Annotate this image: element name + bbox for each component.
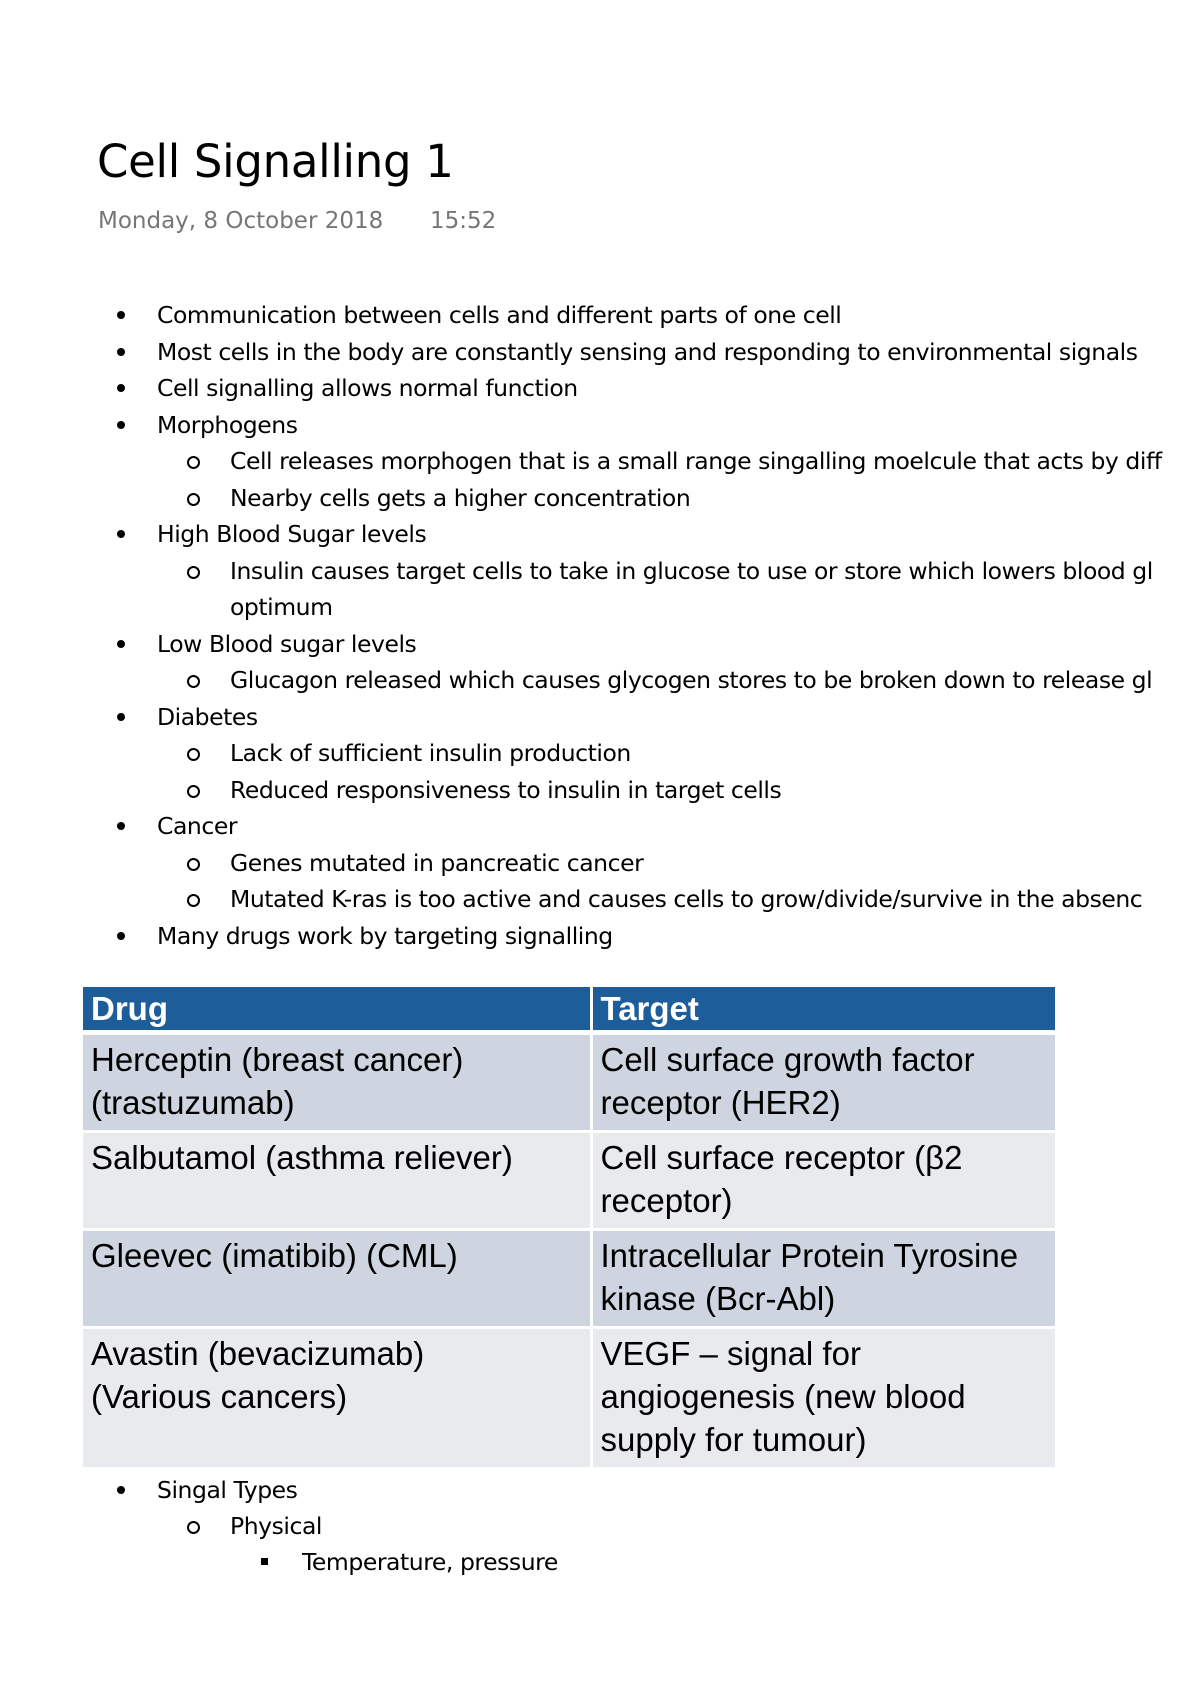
list-item-text: Low Blood sugar levels (157, 629, 417, 658)
table-row (83, 1328, 1055, 1469)
column-header-target: Target (591, 987, 1055, 1033)
bullet-circle-icon (187, 480, 201, 516)
table-row (83, 1033, 1055, 1132)
list-item (230, 735, 631, 771)
list-item (157, 808, 237, 844)
list-item-text: Morphogens (157, 410, 298, 439)
bullet-dot-icon (115, 699, 129, 735)
page-timestamp (98, 205, 497, 237)
cell-line: supply for tumour) (600, 1421, 867, 1458)
list-item (230, 1508, 322, 1544)
list-item (157, 1472, 297, 1508)
list-item (157, 297, 841, 333)
cell-line: receptor (HER2) (600, 1084, 841, 1121)
list-item-text: Genes mutated in pancreatic cancer (230, 848, 644, 877)
cell-line: kinase (Bcr-Abl) (600, 1280, 836, 1317)
page-date: Monday, 8 October 2018 (98, 208, 384, 234)
column-header-drug: Drug (83, 987, 591, 1033)
cell-drug (83, 1033, 591, 1132)
bullet-circle-icon (187, 735, 201, 771)
bullet-circle-icon (187, 662, 201, 698)
list-item (230, 845, 643, 881)
list-item (157, 699, 258, 735)
list-item (157, 370, 578, 406)
cell-target (591, 1033, 1055, 1132)
list-item (302, 1544, 558, 1580)
list-item-text: Physical (230, 1512, 322, 1540)
list-item-text: Nearby cells gets a higher concentration (230, 483, 691, 512)
cell-drug (83, 1132, 591, 1230)
list-item-text: Mutated K-ras is too active and causes cells to grow/divide/survive in the absenc (230, 885, 1143, 913)
bullet-circle-icon (187, 881, 201, 917)
cell-target (591, 1230, 1055, 1328)
list-item (230, 443, 1162, 479)
bullet-circle-icon (187, 772, 201, 808)
bullet-circle-icon (187, 845, 201, 881)
table-row (83, 1132, 1055, 1230)
list-item-text: Many drugs work by targeting signalling (157, 921, 613, 950)
list-item (157, 407, 298, 443)
list-item (230, 589, 333, 625)
cell-line: Cell surface growth factor (600, 1041, 975, 1078)
bullet-dot-icon (115, 334, 129, 370)
table-row (83, 1230, 1055, 1328)
list-item-text: optimum (230, 593, 333, 621)
list-item (230, 480, 690, 516)
list-item-text: Singal Types (157, 1476, 298, 1504)
cell-line: (trastuzumab) (91, 1084, 295, 1121)
list-item (230, 772, 781, 808)
cell-drug (83, 1230, 591, 1328)
bullet-dot-icon (115, 297, 129, 333)
page-time: 15:52 (430, 208, 497, 234)
cell-target (591, 1328, 1055, 1469)
list-item-text: Glucagon released which causes glycogen stores to be broken down to release gl (230, 666, 1153, 694)
list-item (230, 881, 1142, 917)
cell-line: angiogenesis (new blood (600, 1378, 966, 1415)
cell-line: (Various cancers) (91, 1378, 348, 1415)
cell-line: Gleevec (imatibib) (CML) (91, 1237, 458, 1274)
bullet-dot-icon (115, 516, 129, 552)
list-item (157, 516, 426, 552)
cell-drug (83, 1328, 591, 1469)
list-item-text: Cell releases morphogen that is a small range singalling moelcule that acts by diff (230, 447, 1162, 475)
bullet-dot-icon (115, 1472, 129, 1508)
cell-line: Intracellular Protein Tyrosine (600, 1237, 1019, 1274)
cell-line: Herceptin (breast cancer) (91, 1041, 464, 1078)
list-item-text: Reduced responsiveness to insulin in target cells (230, 775, 782, 804)
cell-line: Salbutamol (asthma reliever) (91, 1139, 513, 1176)
list-item-text: Insulin causes target cells to take in glucose to use or store which lowers blood gl (230, 556, 1153, 585)
cell-line: Avastin (bevacizumab) (91, 1335, 425, 1372)
bullet-dot-icon (115, 407, 129, 443)
cell-line: Cell surface receptor (β2 (600, 1139, 963, 1176)
bullet-dot-icon (115, 918, 129, 954)
table-header-row (83, 987, 1055, 1033)
cell-line: receptor) (600, 1182, 733, 1219)
list-item (230, 662, 1152, 698)
list-item-text: Cell signalling allows normal function (157, 374, 578, 402)
bullet-square-icon (260, 1544, 274, 1580)
list-item (157, 626, 416, 662)
list-item-text: High Blood Sugar levels (157, 520, 427, 548)
bullet-circle-icon (187, 443, 201, 479)
list-item (157, 334, 1138, 370)
bullet-circle-icon (187, 1508, 201, 1544)
list-item-text: Communication between cells and different parts of one cell (157, 301, 842, 329)
cell-line: VEGF – signal for (600, 1335, 861, 1372)
list-item-text: Cancer (157, 812, 238, 840)
list-item-text: Temperature, pressure (302, 1548, 558, 1576)
list-item-text: Most cells in the body are constantly sensing and responding to environmental signals (157, 337, 1138, 366)
cell-target (591, 1132, 1055, 1230)
list-item (230, 553, 1153, 589)
drug-target-table (83, 987, 1055, 1470)
page-title: Cell Signalling 1 (97, 135, 454, 188)
list-item (157, 918, 613, 954)
bullet-dot-icon (115, 370, 129, 406)
bullet-dot-icon (115, 626, 129, 662)
list-item-text: Lack of sufficient insulin production (230, 739, 631, 767)
bullet-dot-icon (115, 808, 129, 844)
list-item-text: Diabetes (157, 702, 258, 731)
bullet-circle-icon (187, 553, 201, 589)
